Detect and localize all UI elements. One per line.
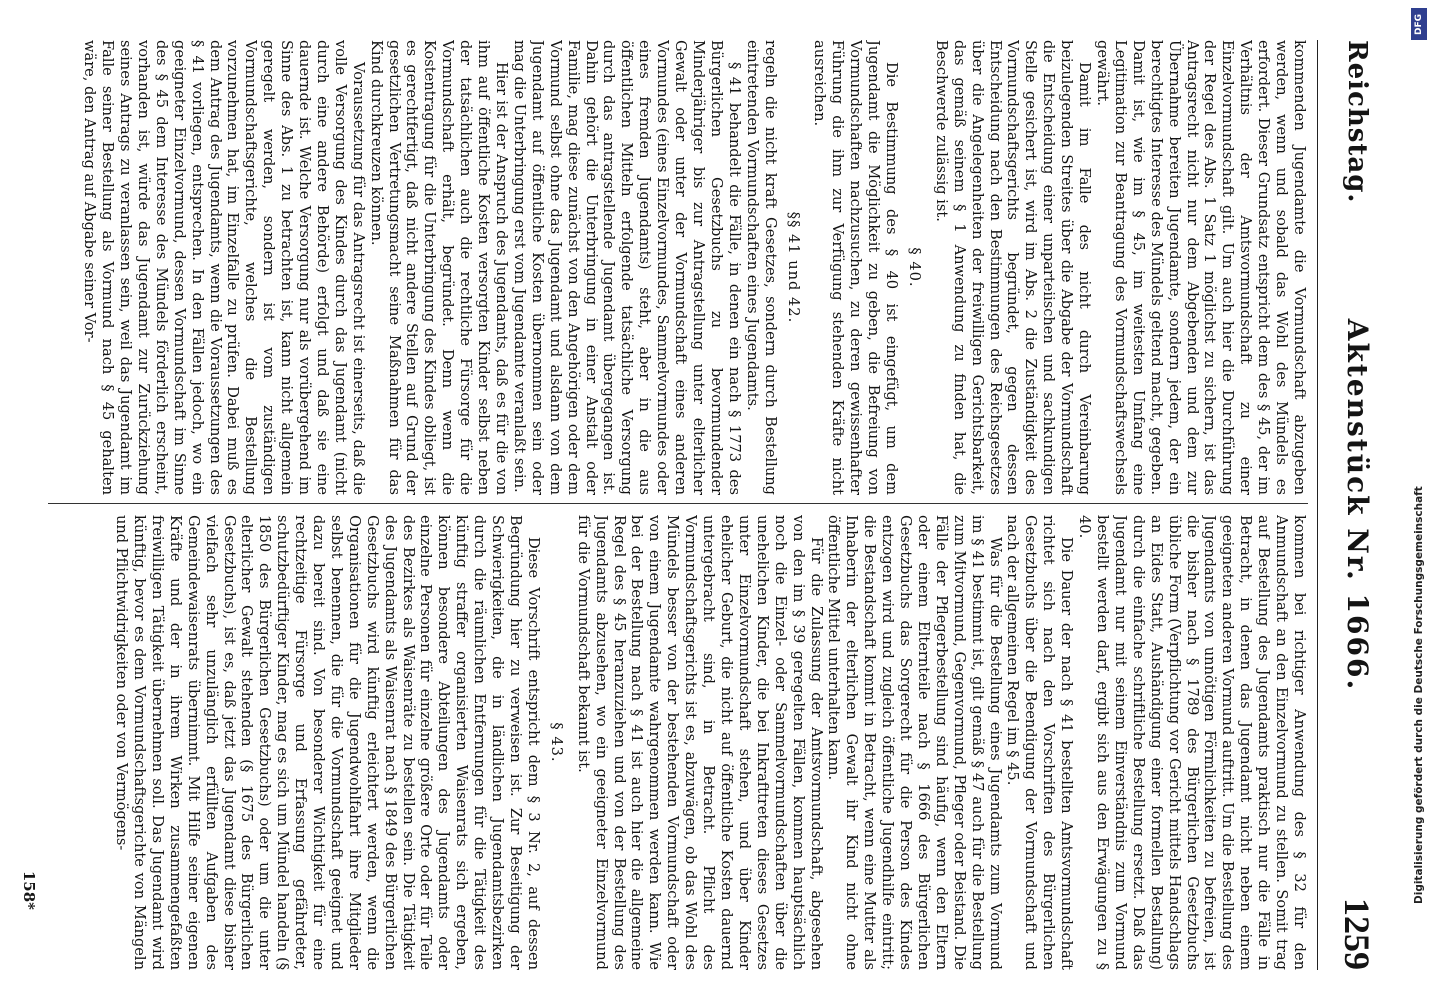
column-divider <box>48 503 1308 504</box>
text-column-left <box>48 40 1308 495</box>
paragraph: § 41 behandelt die Fälle, in denen ein nach § 1773 des Bürgerlichen Gesetzbuchs zu bevormundender Minderjähriger bis zur Antragstellung unter elterlicher Gewalt oder unter der Vormundschaft eines anderen Vormundes (eines Einzelvormundes, Sammelvormundes oder eines fremden Jugendamts) steht, aber in die aus öffentlichen Mitteln erfolgende tatsächliche Versorgung durch das antragstellende Jugendamt übergegangen ist. Dahin gehört die Unterbringung in einer Anstalt oder Familie, mag diese zunächst von den Angehörigen oder dem Vormund selbst ohne das Jugendamt und alsdann von dem Jugendamt auf öffentliche Kosten übernommen sein oder mag die Unterbringung erst vom Jugendamte veranlaßt sein. <box>510 40 743 495</box>
paragraph: Diese Vorschrift entspricht dem § 3 Nr. 2, auf dessen Begründung hier zu verweisen ist. Zur Beseitigung der Schwierigkeiten, die in ländlichen Jugendamtsbezirken durch die räumlichen Entfernungen für die Tätigkeit des künftig straffer organisierten Waisenrats sich ergeben, können besondere Abteilungen des Jugendamts oder einzelne Personen für einzelne größere Orte oder für Teile des Bezirkes als Waisenräte zu bestellen sein. Die Tätigkeit des Jugendamts als Waisenrat nach § 1849 des Bürgerlichen Gesetzbuchs wird künftig erleichtert werden, wenn die Organisationen für die Jugendwohlfahrt ihre Mitglieder selbst benennen, die für die Vormundschaft geeignet und dazu bereit sind. Von besonderer Wichtigkeit für eine rechtzeitige Fürsorge und Erfassung gefährdeter, schutzbedürftiger Kinder, mag es sich um Mündel handeln (§ 1850 des Bürgerlichen Gesetzbuchs) oder um die unter elterlicher Gewalt stehenden (§ 1675 des Bürgerlichen Gesetzbuchs), ist es, daß jetzt das Jugendamt diese bisher vielfach sehr unzulänglich erfüllten Aufgaben des Gemeindewaisenrats übernimmt. Mit Hilfe seiner eigenen Kräfte und der in ihrem Wirken zusammengefaßten freiwilligen Tätigkeit übernehmen soll. Das Jugendamt wird künftig, bevor es dem Vormundschaftsgerichte von Mängeln und Pflichtwidrigkeiten oder von Vermögens- <box>113 515 542 970</box>
header-title: Aktenstück Nr. 1666. <box>1341 318 1374 692</box>
paragraph: Voraussetzung für das Antragsrecht ist einerseits, daß die volle Versorgung des Kindes durch das Jugendamt (nicht durch eine andere Behörde) erfolgt und daß sie eine dauernde ist. Welche Versorgung nur als vorübergehend im Sinne des Abs. 1 zu betrachten ist, kann nicht allgemein geregelt werden, sondern ist vom zuständigen Vormundschaftsgerichte, welches die Bestellung vorzunehmen hat, im Einzelfalle zu prüfen. Dabei muß es dem Antrag des Jugendamts, wenn die Voraussetzungen des § 41 vorliegen, entsprechen. In den Fällen jedoch, wo ein geeigneter Einzelvormund, dessen Vormundschaft im Sinne des § 45 dem Interesse des Mündels förderlich erscheint, vorhanden ist, würde das Jugendamt zur Zurückziehung seines Antrags zu veranlassen sein, weil das Jugendamt im Falle seiner Bestellung als Vormund nach § 45 gehalten wäre, den Antrag auf Abgabe seiner Vor- <box>81 40 367 495</box>
dfg-logo: DFG <box>1411 8 1427 40</box>
digitization-stamp <box>1404 0 1434 1000</box>
section-heading: §§ 41 und 42. <box>784 211 802 324</box>
paragraph: Die Dauer der nach § 41 bestellten Amtsvormundschaft richtet sich nach den Vorschriften des Bürgerlichen Gesetzbuchs über die Beendigung der Vormundschaft und nach der allgemeinen Regel im § 45. <box>1004 515 1076 970</box>
header-left: Reichstag. <box>1342 40 1372 204</box>
text-column-right <box>48 515 1308 970</box>
paragraph: Hier ist der Anspruch des Jugendamts, daß es für die von ihm auf öffentliche Kosten versorgten Kinder selbst neben der tatsächlichen auch die rechtliche Fürsorge für die Vormundschaft erhält, begründet. Denn wenn die Kostentragung für die Unterbringung des Kindes obliegt, ist es gerechtfertigt, daß nicht andere Stellen auf Grund der gesetzlichen Vertretungsmacht seine Maßnahmen für das Kind durchkreuzen können. <box>367 40 511 495</box>
paragraph: kommenden Jugendamte die Vormundschaft abzugeben werden, wenn und sobald das Wohl des Mündels es erfordert. Dieser Grundsatz entspricht dem des § 45, der im Verhältnis der Amtsvormundschaft zu einer Einzelvormundschaft gilt. Um auch hier die Durchführung der Regel des Abs. 1 Satz 1 möglichst zu sichern, ist das Antragsrecht nicht nur dem Abgebenden und dem zur Übernahme bereiten Jugendamte, sondern jedem, der ein berechtigtes Interesse des Mündels geltend macht, gegeben. Damit ist, wie im § 45, im weitesten Umfang eine Legitimation zur Beantragung des Vormundschaftswechsels gewährt. <box>1094 40 1308 495</box>
paragraph: kommen bei richtiger Anwendung des § 32 für den Anmundschaft an den Einzelvormund zu stellen. Somit trag auf Bestellung des Jugendamts praktisch nur die Fälle in Betracht, in denen das Jugendamt nicht neben einem geeigneten anderen Vormund auftritt. Um die Bestellung des Jugendamts von unnötigen Förmlichkeiten zu befreien, ist die bisher nach § 1789 des Bürgerlichen Gesetzbuchs übliche Form (Verpflichtung vor Gericht mittels Handschlags an Eides Statt, Aushändigung einer formellen Bestallung) durch die einfache schriftliche Bestellung ersetzt. Daß das Jugendamt nur mit seinem Einverständnis zum Vormund bestellt werden darf, ergibt sich aus den Erwägungen zu § 40. <box>1076 515 1308 970</box>
paragraph: regeln die nicht kraft Gesetzes, sondern durch Bestellung eintretenden Vormundschaften eines Jugendamts. <box>743 40 779 495</box>
paragraph: Die Bestimmung des § 40 ist eingefügt, um dem Jugendamt die Möglichkeit zu geben, die Befreiung von Vormundschaften nachzusuchen, zu deren gewissenhafter Führung die ihm zur Verfügung stehenden Kräfte nicht ausreichen. <box>811 40 901 495</box>
funding-note: Digitalisierung gefördert durch die Deutsche Forschungsgemeinschaft <box>1413 486 1425 904</box>
section-heading: § 43. <box>547 722 565 763</box>
signature-mark: 158* <box>20 870 38 910</box>
page-number: 1259 <box>1337 898 1377 970</box>
section-heading: § 40. <box>905 247 923 288</box>
paragraph: Damit im Falle des nicht durch Vereinbarung beizulegenden Streites über die Abgabe der Vormundschaft die Entscheidung einer unparteiischen und sachkundigen Stelle gesichert ist, wird im Abs. 2 die Zuständigkeit des Vormundschaftsgerichts begründet, gegen dessen Entscheidung nach den Bestimmungen des Reichsgesetzes über die Angelegenheiten der freiwilligen Gerichtsbarkeit, das gemäß seinem § 1 Anwendung zu finden hat, die Beschwerde zulässig ist. <box>932 40 1094 495</box>
running-head <box>1317 40 1378 970</box>
paragraph: Für die Zulassung der Amtsvormundschaft, abgesehen von den im § 39 geregelten Fällen, kommen hauptsächlich noch die Einzel- oder Sammelvormundschaften über die unehelichen Kinder, die bei Inkrafttreten dieses Gesetzes unter Einzelvormundschaft stehen, und über Kinder ehelicher Geburt, die nicht auf öffentliche Kosten dauernd untergebracht sind, in Betracht. Pflicht des Vormundschaftsgerichts ist es, abzuwägen, ob das Wohl des Mündels besser von der bestehenden Vormundschaft oder von einem Jugendamte wahrgenommen werden kann. Wie bei der Bestellung nach § 41 ist auch hier die allgemeine Regel des § 45 heranzuziehen und von der Bestellung des Jugendamts abzusehen, wo ein geeigneter Einzelvormund für die Vormundschaft bekannt ist. <box>574 515 825 970</box>
paragraph: Was für die Bestellung eines Jugendamts zum Vormund im § 41 bestimmt ist, gilt gemäß § 47 auch für die Bestellung zum Mitvormund, Gegenvormund, Pfleger oder Beistand. Die Fälle der Pflegerbestellung sind häufig, wenn den Eltern oder einem Elternteile nach § 1666 des Bürgerlichen Gesetzbuchs das Sorgerecht für die Person des Kindes entzogen wird und zugleich öffentliche Jugendhilfe eintritt; die Bestandschaft kommt in Betracht, wenn eine Mutter als Inhaberin der elterlichen Gewalt ihr Kind nicht ohne öffentliche Mittel unterhalten kann. <box>825 515 1004 970</box>
